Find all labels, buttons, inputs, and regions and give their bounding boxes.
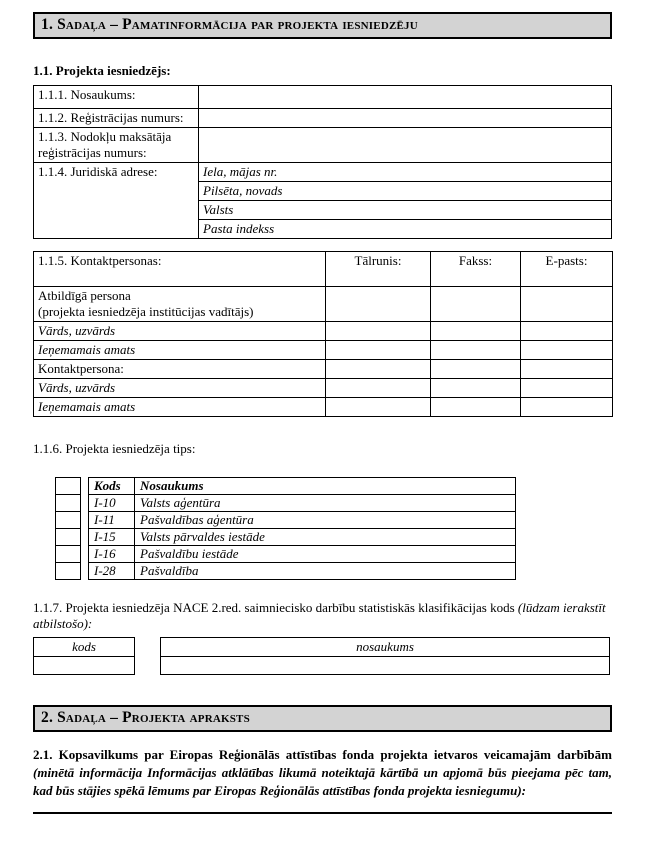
applicant-type-group [55, 477, 612, 580]
type-row-name: Pašvaldības aģentūra [135, 512, 516, 529]
field-1-1-2-label: 1.1.2. Reģistrācijas numurs: [34, 109, 199, 128]
contact-fax-cell[interactable] [431, 360, 521, 379]
contact-position-fax-cell[interactable] [431, 398, 521, 417]
contact-position-email-cell[interactable] [521, 398, 613, 417]
summary-italic-text: (minētā informācija Informācijas atklātības likumā noteiktajā kārtībā un apjomā būs pieejama pēc tam, kad būs stājies spēkā lēmums par Eiropas Reģionālās attīstības fonda projekta iesniegumu): [33, 765, 612, 798]
responsible-position-fax-cell[interactable] [431, 341, 521, 360]
field-1-1-3-input-cell[interactable] [199, 128, 612, 163]
responsible-person-label [34, 287, 326, 322]
type-row-code: I-16 [89, 546, 135, 563]
contact-position-phone-cell[interactable] [326, 398, 431, 417]
responsible-position-phone-cell[interactable] [326, 341, 431, 360]
contact-name-label: Vārds, uzvārds [34, 379, 326, 398]
type-row-name: Valsts aģentūra [135, 495, 516, 512]
contact-name-fax-cell[interactable] [431, 379, 521, 398]
section1-header-bar [33, 12, 612, 39]
responsible-fax-cell[interactable] [431, 287, 521, 322]
nace-code-table [33, 637, 135, 675]
nace-name-table [160, 637, 610, 675]
nace-name-input-cell[interactable] [161, 657, 610, 675]
section2-header-bar [33, 705, 612, 732]
nace-label-italic: (lūdzam ierakstīt atbilstošo): [33, 600, 606, 631]
nace-name-header: nosaukums [161, 638, 610, 657]
contacts-header-label: 1.1.5. Kontaktpersonas: [34, 252, 326, 287]
field-1-1-3-label: 1.1.3. Nodokļu maksātāja reģistrācijas numurs: [34, 128, 199, 163]
type-row-code: I-10 [89, 495, 135, 512]
type-row-code: I-11 [89, 512, 135, 529]
type-row-name: Pašvaldība [135, 563, 516, 580]
field-1-1-4-label: 1.1.4. Juridiskā adrese: [34, 163, 199, 239]
responsible-email-cell[interactable] [521, 287, 613, 322]
responsible-name-fax-cell[interactable] [431, 322, 521, 341]
type-checkbox[interactable] [56, 529, 81, 546]
contacts-header-email: E-pasts: [521, 252, 613, 287]
contact-email-cell[interactable] [521, 360, 613, 379]
type-table [88, 477, 516, 580]
contacts-table [33, 251, 613, 417]
type-checkbox[interactable] [56, 478, 81, 495]
type-header-nosaukums: Nosaukums [135, 478, 516, 495]
contact-name-phone-cell[interactable] [326, 379, 431, 398]
address-street-cell[interactable]: Iela, mājas nr. [199, 163, 612, 182]
type-row-name: Pašvaldību iestāde [135, 546, 516, 563]
section2-title: 2. Sadaļa – Projekta apraksts [41, 709, 250, 726]
contacts-header-phone: Tālrunis: [326, 252, 431, 287]
responsible-name-phone-cell[interactable] [326, 322, 431, 341]
contact-person-label: Kontaktpersona: [34, 360, 326, 379]
bottom-divider [33, 812, 612, 814]
type-row-name: Valsts pārvaldes iestāde [135, 529, 516, 546]
summary-bold-text: 2.1. Kopsavilkums par Eiropas Reģionālās attīstības fonda projekta ietvaros veicamajām darbībām [33, 747, 612, 762]
responsible-phone-cell[interactable] [326, 287, 431, 322]
nace-code-header: kods [34, 638, 135, 657]
section1-title: 1. Sadaļa – Pamatinformācija par projekta iesniedzēju [41, 16, 418, 33]
nace-label [33, 600, 612, 632]
type-row-code: I-28 [89, 563, 135, 580]
type-checkbox-column [55, 477, 81, 580]
type-row-code: I-15 [89, 529, 135, 546]
field-1-1-2-input-cell[interactable] [199, 109, 612, 128]
nace-label-main: 1.1.7. Projekta iesniedzēja NACE 2.red. saimniecisko darbību statistiskās klasifikācijas kods [33, 600, 518, 615]
applicant-title: 1.1. Projekta iesniedzējs: [33, 63, 171, 78]
applicant-type-title: 1.1.6. Projekta iesniedzēja tips: [33, 441, 196, 456]
applicant-table [33, 85, 612, 239]
type-checkbox[interactable] [56, 512, 81, 529]
address-country-cell[interactable]: Valsts [199, 201, 612, 220]
contact-position-label: Ieņemamais amats [34, 398, 326, 417]
responsible-position-email-cell[interactable] [521, 341, 613, 360]
address-city-cell[interactable]: Pilsēta, novads [199, 182, 612, 201]
contact-name-email-cell[interactable] [521, 379, 613, 398]
responsible-person-line2: (projekta iesniedzēja institūcijas vadītājs) [38, 304, 254, 319]
field-1-1-1-label: 1.1.1. Nosaukums: [34, 86, 199, 109]
type-checkbox[interactable] [56, 563, 81, 580]
type-header-kods: Kods [89, 478, 135, 495]
address-postal-cell[interactable]: Pasta indekss [199, 220, 612, 239]
nace-code-input-cell[interactable] [34, 657, 135, 675]
type-checkbox[interactable] [56, 495, 81, 512]
type-checkbox[interactable] [56, 546, 81, 563]
contact-phone-cell[interactable] [326, 360, 431, 379]
nace-tables [33, 637, 612, 675]
field-1-1-1-input-cell[interactable] [199, 86, 612, 109]
responsible-name-email-cell[interactable] [521, 322, 613, 341]
responsible-person-line1: Atbildīgā persona [38, 288, 131, 303]
summary-paragraph [33, 746, 612, 800]
responsible-name-label: Vārds, uzvārds [34, 322, 326, 341]
contacts-header-fax: Fakss: [431, 252, 521, 287]
responsible-position-label: Ieņemamais amats [34, 341, 326, 360]
